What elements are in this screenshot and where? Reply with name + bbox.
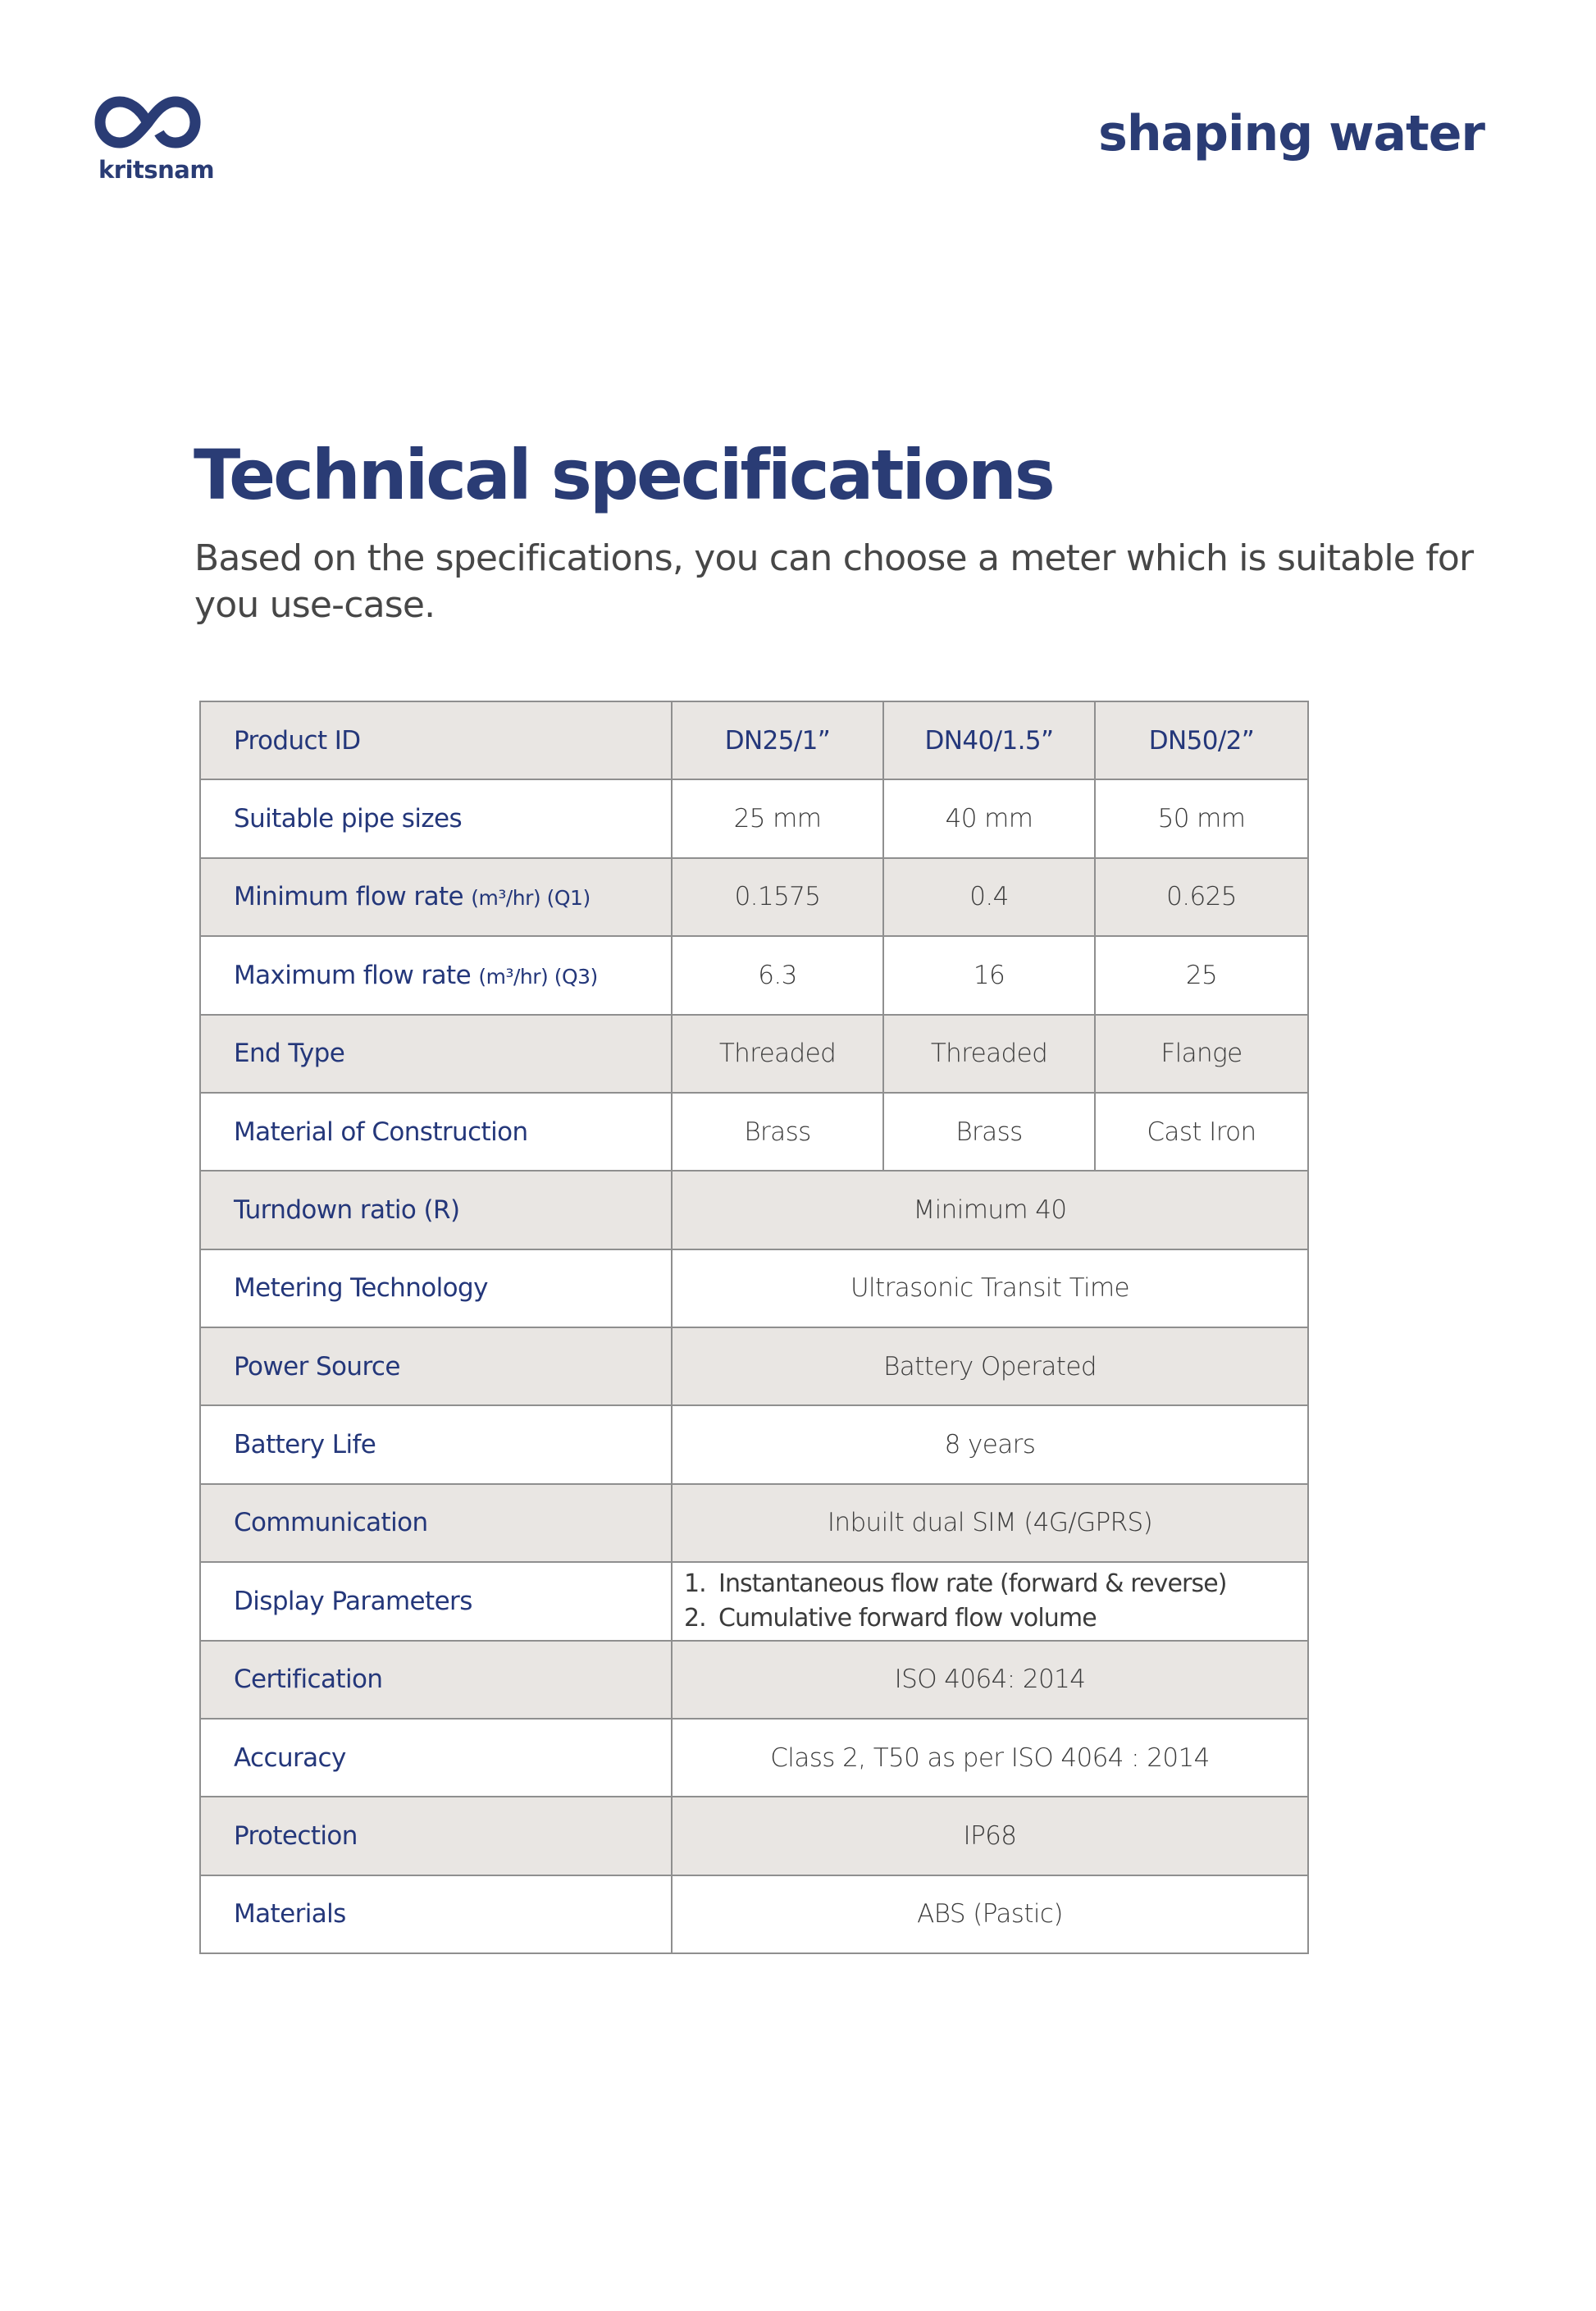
page-title: Technical specifications [194,435,1053,515]
row-unit: (m³/hr) (Q3) [478,964,598,989]
header-model-dn40: DN40/1.5” [883,701,1095,779]
list-text: Instantaneous flow rate (forward & reverse) [718,1569,1227,1598]
table-row [200,1797,1308,1875]
cell-value: 6.3 [672,936,883,1014]
table-row [200,1484,1308,1562]
table-row [200,1171,1308,1249]
table-row [200,1093,1308,1171]
table-row [200,1327,1308,1405]
cell-value: Cast Iron [1095,1093,1308,1171]
table-row [200,1719,1308,1797]
row-label: Power Source [200,1327,672,1405]
kritsnam-logo [92,92,215,190]
cell-value: 16 [883,936,1095,1014]
list-number: 2. [684,1603,706,1633]
table-row [200,1249,1308,1327]
row-label-text: Suitable pipe sizes [234,804,463,834]
row-label [200,1093,672,1171]
table-row [200,779,1308,857]
list-item [684,1601,1307,1636]
cell-value: 50 mm [1095,779,1308,857]
row-label: Metering Technology [200,1249,672,1327]
header-label: Product ID [200,701,672,779]
logo-wordmark: kritsnam [98,156,215,184]
list-text: Cumulative forward flow volume [718,1603,1097,1633]
cell-value: 0.1575 [672,858,883,936]
row-label-text: Minimum flow rate [234,882,472,912]
cell-value: Minimum 40 [672,1171,1308,1249]
row-label-text: Maximum flow rate [234,960,472,990]
row-label: Accuracy [200,1719,672,1797]
cell-value: Threaded [883,1015,1095,1093]
cell-value: Battery Operated [672,1327,1308,1405]
row-label: Battery Life [200,1405,672,1483]
cell-value: 0.4 [883,858,1095,936]
table-header-row [200,701,1308,779]
row-label: Materials [200,1875,672,1953]
table-row-display-parameters [200,1562,1308,1640]
display-parameters-list [672,1562,1308,1640]
table-row [200,1015,1308,1093]
page-subtitle: Based on the specifications, you can choose a meter which is suitable for you use-case. [194,537,1474,626]
cell-value: Ultrasonic Transit Time [672,1249,1308,1327]
cell-value: Threaded [672,1015,883,1093]
row-label: Communication [200,1484,672,1562]
cell-value: IP68 [672,1797,1308,1875]
header-model-dn25: DN25/1” [672,701,883,779]
row-label: Certification [200,1641,672,1719]
table-row [200,1641,1308,1719]
row-label-text: Material of Construction [234,1117,528,1147]
list-item [684,1567,1307,1601]
cell-value: 25 mm [672,779,883,857]
cell-value: 8 years [672,1405,1308,1483]
table-row [200,858,1308,936]
row-label-text: End Type [234,1039,345,1069]
cell-value: ABS (Pastic) [672,1875,1308,1953]
cell-value: 0.625 [1095,858,1308,936]
list-number: 1. [684,1569,706,1598]
table-row [200,1875,1308,1953]
cell-value: Inbuilt dual SIM (4G/GPRS) [672,1484,1308,1562]
row-label [200,1015,672,1093]
row-label: Turndown ratio (R) [200,1171,672,1249]
cell-value: 25 [1095,936,1308,1014]
tagline: shaping water [1098,105,1484,162]
cell-value: Flange [1095,1015,1308,1093]
cell-value: 40 mm [883,779,1095,857]
infinity-logo-icon [92,92,203,154]
table-row [200,936,1308,1014]
row-label: Display Parameters [200,1562,672,1640]
table-row [200,1405,1308,1483]
cell-value: Brass [883,1093,1095,1171]
row-label: Protection [200,1797,672,1875]
cell-value: ISO 4064: 2014 [672,1641,1308,1719]
spec-table [199,701,1309,1954]
row-label [200,936,672,1014]
row-label [200,779,672,857]
cell-value: Class 2, T50 as per ISO 4064 : 2014 [672,1719,1308,1797]
row-label [200,858,672,936]
header-model-dn50: DN50/2” [1095,701,1308,779]
row-unit: (m³/hr) (Q1) [471,886,591,911]
cell-value: Brass [672,1093,883,1171]
